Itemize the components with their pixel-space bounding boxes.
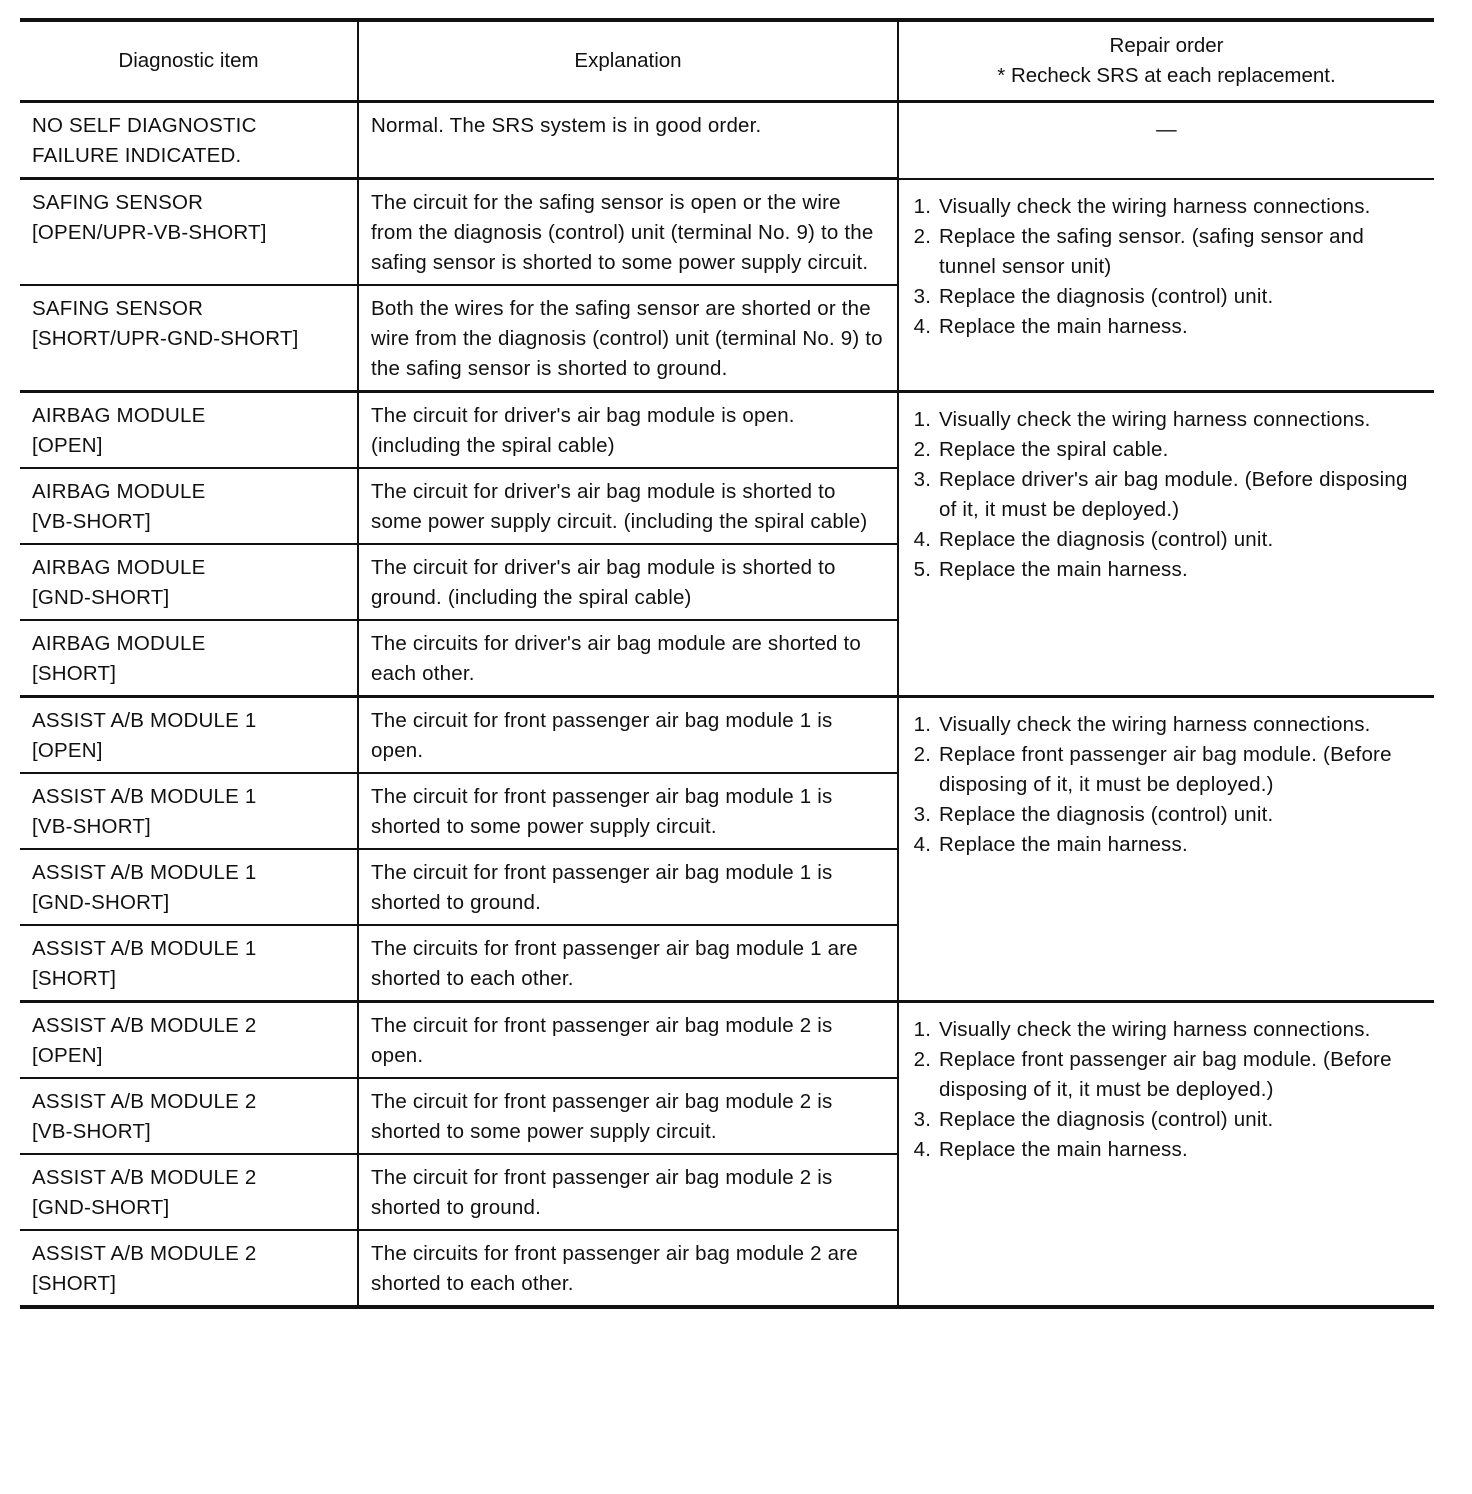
explanation-cell: The circuit for front passenger air bag module 2 is shorted to some power supply circuit. [358, 1078, 898, 1154]
diagnostic-item-cell: SAFING SENSOR [SHORT/UPR-GND-SHORT] [20, 285, 358, 392]
header-repair-note: * Recheck SRS at each replacement. [997, 64, 1336, 87]
diagnostic-item-cell: NO SELF DIAGNOSTIC FAILURE INDICATED. [20, 102, 358, 179]
explanation-cell: The circuits for front passenger air bag module 1 are shorted to each other. [358, 925, 898, 1002]
table-row [20, 179, 1434, 286]
table-row [20, 102, 1434, 179]
explanation-cell: The circuit for front passenger air bag module 2 is shorted to ground. [358, 1154, 898, 1230]
explanation-cell: The circuit for driver's air bag module is shorted to ground. (including the spiral cable) [358, 544, 898, 620]
repair-steps-list [911, 405, 1422, 585]
diagnostic-item-cell: ASSIST A/B MODULE 1 [GND-SHORT] [20, 849, 358, 925]
diagnostic-item-cell: AIRBAG MODULE [SHORT] [20, 620, 358, 697]
repair-steps-list [911, 1015, 1422, 1165]
explanation-cell: The circuit for front passenger air bag module 1 is shorted to ground. [358, 849, 898, 925]
diagnostic-item-cell: ASSIST A/B MODULE 2 [VB-SHORT] [20, 1078, 358, 1154]
explanation-cell: The circuits for front passenger air bag module 2 are shorted to each other. [358, 1230, 898, 1307]
repair-step: 1. Visually check the wiring harness connections. [937, 192, 1422, 222]
explanation-cell: The circuit for driver's air bag module is open. (including the spiral cable) [358, 392, 898, 469]
diagnostic-item-cell: ASSIST A/B MODULE 1 [OPEN] [20, 697, 358, 774]
repair-step: 2. Replace the safing sensor. (safing sensor and tunnel sensor unit) [937, 222, 1422, 282]
explanation-cell: The circuits for driver's air bag module are shorted to each other. [358, 620, 898, 697]
diagnostic-item-cell: ASSIST A/B MODULE 2 [OPEN] [20, 1002, 358, 1079]
header-diagnostic-item: Diagnostic item [20, 20, 358, 102]
explanation-cell: The circuit for driver's air bag module is shorted to some power supply circuit. (including the spiral cable) [358, 468, 898, 544]
header-explanation: Explanation [358, 20, 898, 102]
repair-steps-list [911, 710, 1422, 860]
repair-step: 1. Visually check the wiring harness connections. [937, 405, 1422, 435]
diagnostic-item-cell: ASSIST A/B MODULE 2 [SHORT] [20, 1230, 358, 1307]
table-header-row [20, 20, 1434, 102]
diagnostic-item-cell: AIRBAG MODULE [OPEN] [20, 392, 358, 469]
diagnostic-item-cell: SAFING SENSOR [OPEN/UPR-VB-SHORT] [20, 179, 358, 286]
repair-steps-list [911, 192, 1422, 342]
repair-step: 2. Replace the spiral cable. [937, 435, 1422, 465]
repair-step: 5. Replace the main harness. [937, 555, 1422, 585]
repair-order-cell [898, 179, 1434, 392]
repair-step: 3. Replace the diagnosis (control) unit. [937, 1105, 1422, 1135]
repair-step: 2. Replace front passenger air bag module. (Before disposing of it, it must be deployed.) [937, 1045, 1422, 1105]
explanation-cell: The circuit for front passenger air bag module 1 is open. [358, 697, 898, 774]
repair-step: 1. Visually check the wiring harness connections. [937, 710, 1422, 740]
diagnostic-table [20, 18, 1434, 1309]
explanation-cell: Normal. The SRS system is in good order. [358, 102, 898, 179]
diagnostic-item-cell: ASSIST A/B MODULE 2 [GND-SHORT] [20, 1154, 358, 1230]
header-repair-order [898, 20, 1434, 102]
repair-order-cell [898, 1002, 1434, 1308]
repair-order-cell [898, 102, 1434, 179]
diagnostic-item-cell: AIRBAG MODULE [GND-SHORT] [20, 544, 358, 620]
repair-step: 3. Replace the diagnosis (control) unit. [937, 800, 1422, 830]
diagnostic-item-cell: ASSIST A/B MODULE 1 [SHORT] [20, 925, 358, 1002]
repair-step: 3. Replace the diagnosis (control) unit. [937, 282, 1422, 312]
repair-step: 1. Visually check the wiring harness connections. [937, 1015, 1422, 1045]
table-row [20, 697, 1434, 774]
repair-step: 3. Replace driver's air bag module. (Before disposing of it, it must be deployed.) [937, 465, 1422, 525]
table-row [20, 392, 1434, 469]
repair-order-cell [898, 697, 1434, 1002]
no-action-dash: — [1156, 118, 1177, 141]
header-repair-title: Repair order [1109, 34, 1224, 57]
repair-step: 4. Replace the main harness. [937, 1135, 1422, 1165]
repair-order-cell [898, 392, 1434, 697]
repair-step: 4. Replace the main harness. [937, 830, 1422, 860]
table-row [20, 1002, 1434, 1079]
repair-step: 4. Replace the main harness. [937, 312, 1422, 342]
explanation-cell: The circuit for front passenger air bag module 1 is shorted to some power supply circuit. [358, 773, 898, 849]
repair-step: 2. Replace front passenger air bag module. (Before disposing of it, it must be deployed.) [937, 740, 1422, 800]
diagnostic-item-cell: ASSIST A/B MODULE 1 [VB-SHORT] [20, 773, 358, 849]
explanation-cell: The circuit for front passenger air bag module 2 is open. [358, 1002, 898, 1079]
diagnostic-item-cell: AIRBAG MODULE [VB-SHORT] [20, 468, 358, 544]
explanation-cell: Both the wires for the safing sensor are shorted or the wire from the diagnosis (control) unit (terminal No. 9) to the safing sensor is shorted to ground. [358, 285, 898, 392]
explanation-cell: The circuit for the safing sensor is open or the wire from the diagnosis (control) unit (terminal No. 9) to the safing sensor is shorted to some power supply circuit. [358, 179, 898, 286]
repair-step: 4. Replace the diagnosis (control) unit. [937, 525, 1422, 555]
